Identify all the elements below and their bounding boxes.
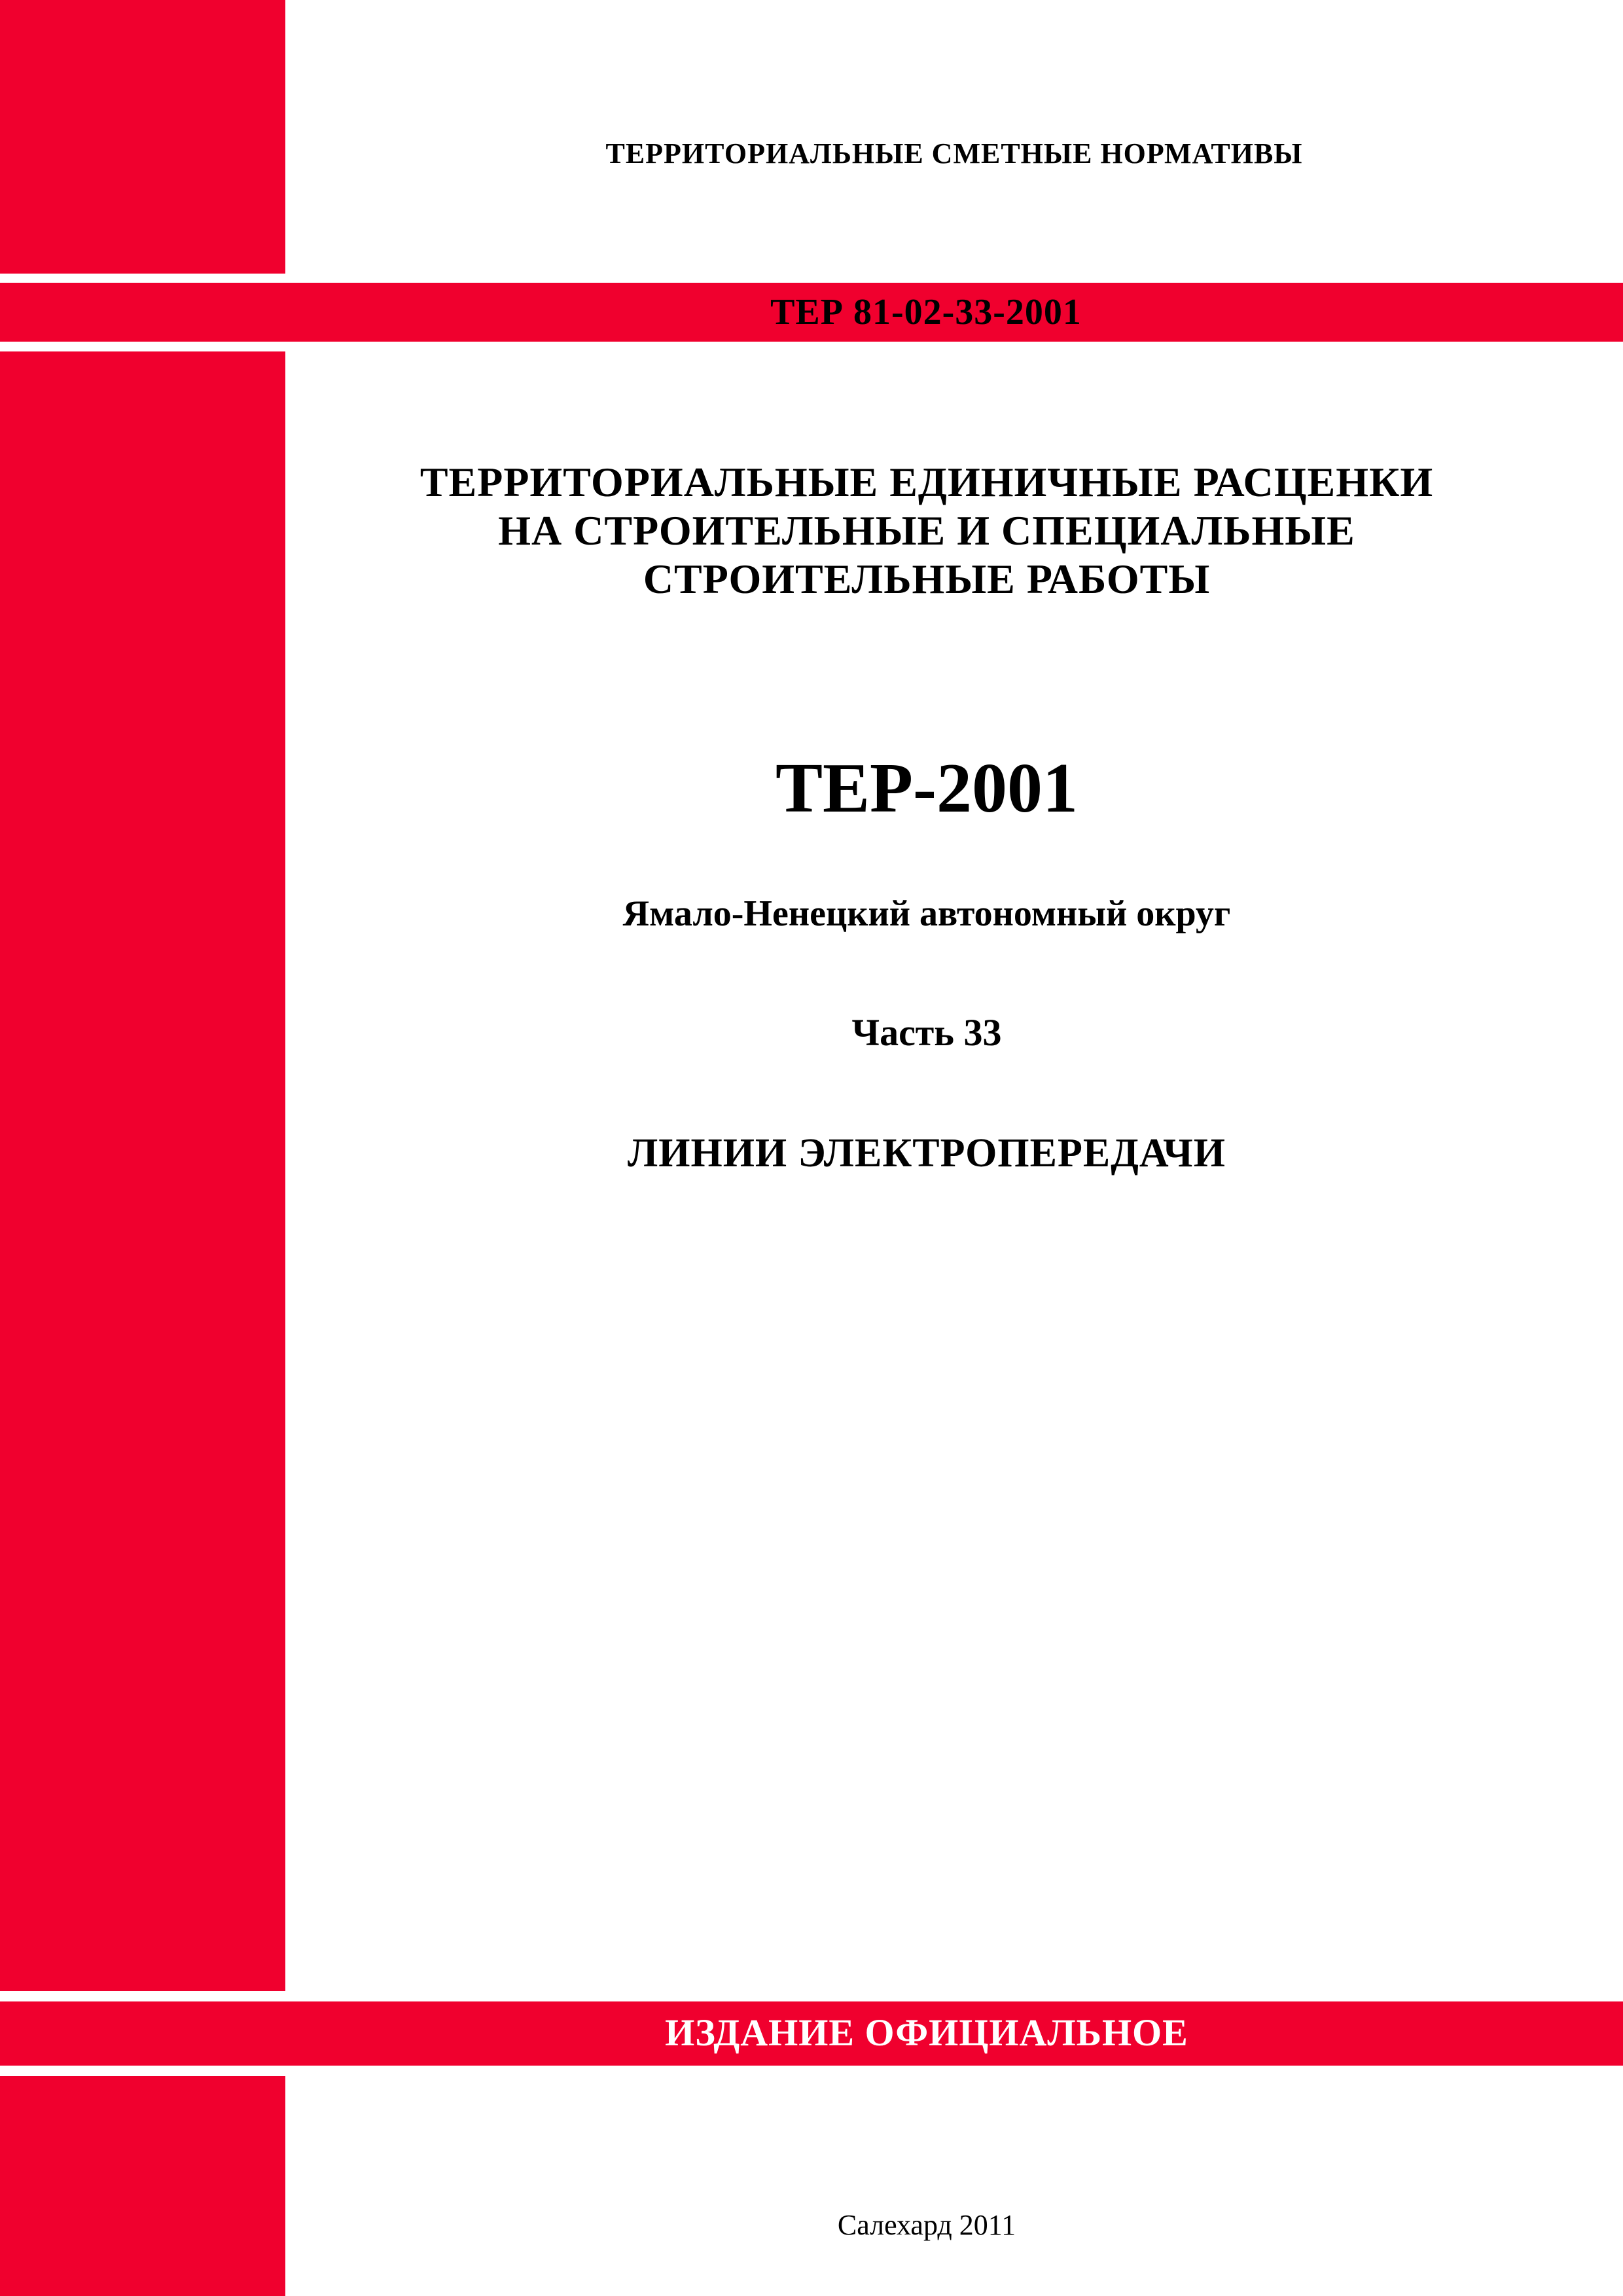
document-code: ТЕР 81-02-33-2001 [770,292,1082,332]
left-red-block-top [0,0,285,274]
main-title-line-1: ТЕРРИТОРИАЛЬНЫЕ ЕДИНИЧНЫЕ РАСЦЕНКИ [419,459,1434,505]
left-red-block-middle [0,351,285,1991]
part-title: ЛИНИИ ЭЛЕКТРОПЕРЕДАЧИ [628,1131,1226,1175]
series-title: ТЕРРИТОРИАЛЬНЫЕ СМЕТНЫЕ НОРМАТИВЫ [605,137,1303,170]
left-red-block-bottom [0,2076,285,2296]
short-title: ТЕР-2001 [775,749,1078,827]
part-number: Часть 33 [851,1011,1002,1054]
edition-label: ИЗДАНИЕ ОФИЦИАЛЬНОЕ [665,2011,1188,2054]
imprint: Салехард 2011 [837,2209,1016,2241]
main-title-line-2: НА СТРОИТЕЛЬНЫЕ И СПЕЦИАЛЬНЫЕ [498,507,1355,554]
main-title-line-3: СТРОИТЕЛЬНЫЕ РАБОТЫ [643,556,1211,602]
main-title [285,458,1568,603]
region-name: Ямало-Ненецкий автономный округ [622,893,1231,934]
